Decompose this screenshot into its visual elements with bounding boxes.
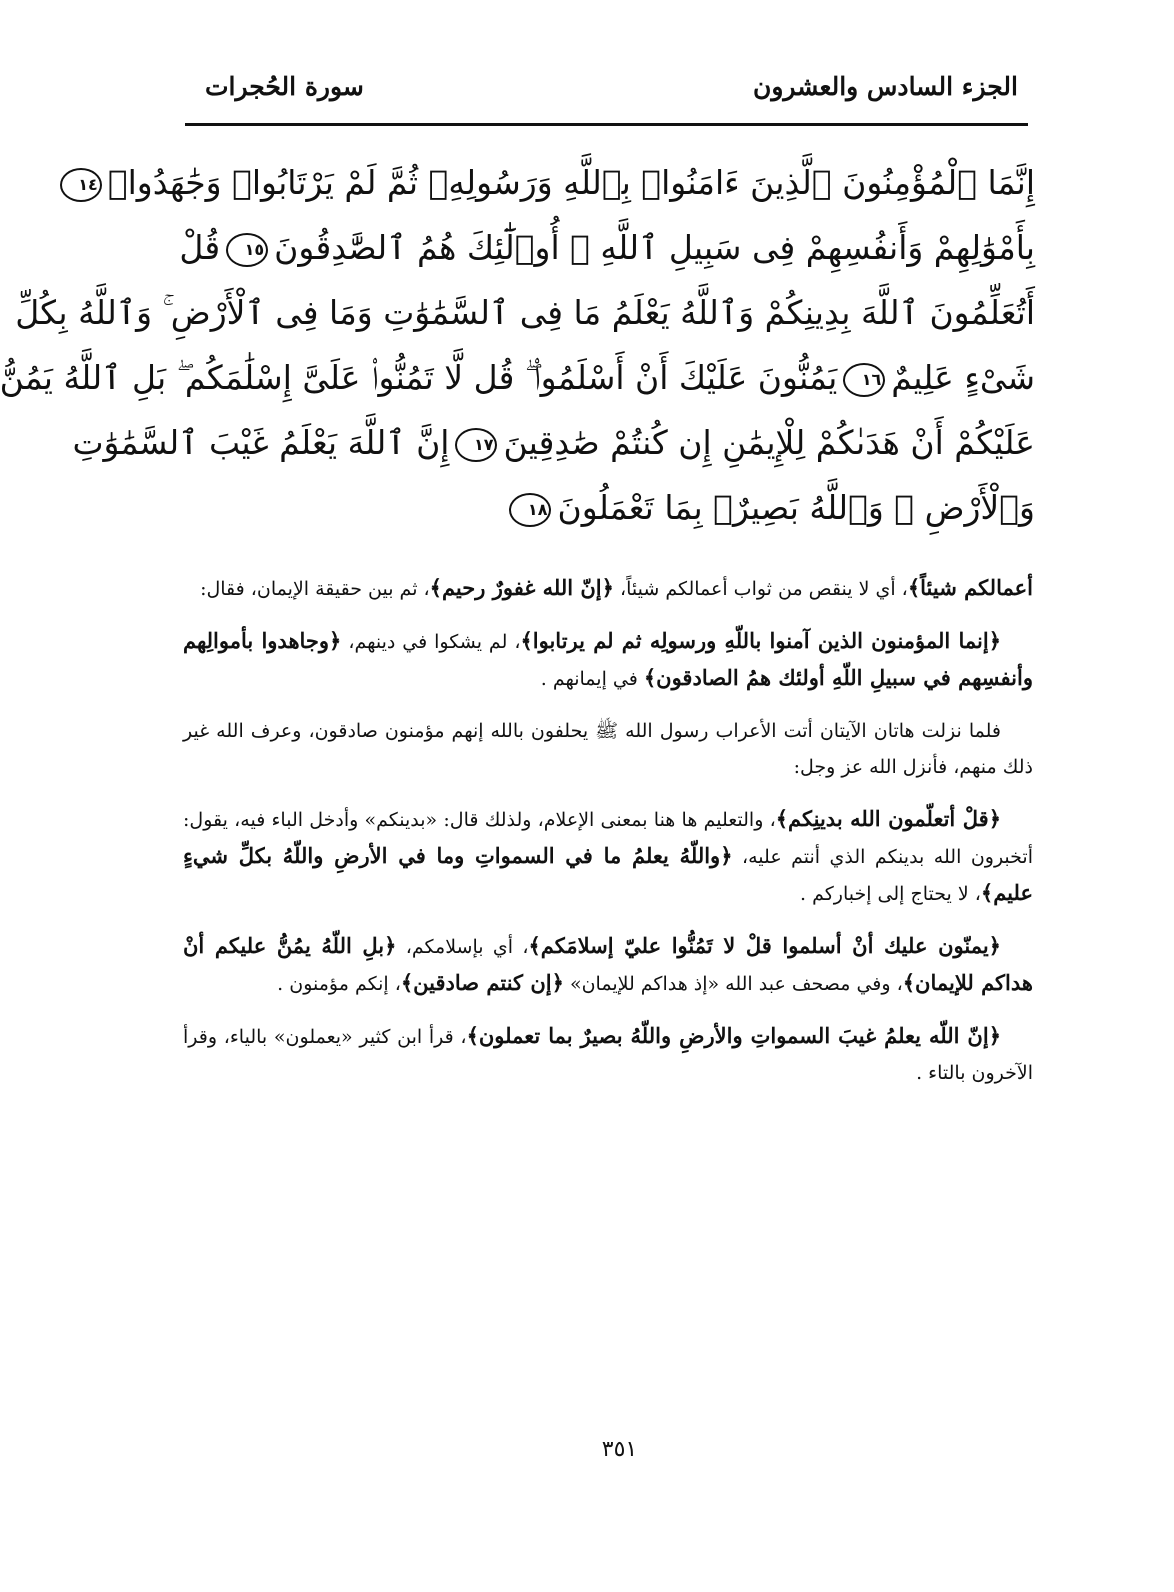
commentary-paragraph (183, 928, 1033, 1002)
quoted-verse: ﴿يمنّون عليك أنْ أسلموا قلْ لا تَمُنُّوا عليّ إسلامَكم﴾ (528, 933, 1001, 958)
commentary-text: ، قرأ ابن كثير «يعملون» بالياء، وقرأ الآخرون بالتاء . (183, 1026, 1033, 1084)
header-rule (185, 123, 1028, 126)
verse-line (15, 280, 1035, 345)
commentary-text: ، لم يشكوا في دينهم، (341, 631, 521, 653)
commentary-text: ، والتعليم ها هنا بمعنى الإعلام، ولذلك قال: «بدينكم» وأدخل الباء فيه، يقول: أتخبرون الله بدينكم الذي أنتم عليه، (183, 809, 1033, 868)
commentary-paragraph (183, 1018, 1033, 1091)
verse-text: وَٱلْأَرْضِ ۚ وَٱللَّهُ بَصِيرٌۢ بِمَا تَعْمَلُونَ (557, 488, 1035, 527)
commentary-paragraph (183, 623, 1033, 697)
verse-text: إِنَّمَا ٱلْمُؤْمِنُونَ ٱلَّذِينَ ءَامَنُوا۟ بِٱللَّهِ وَرَسُولِهِۦ ثُمَّ لَمْ يَرْتَابُوا۟ وَجَٰهَدُوا۟ (107, 163, 1035, 202)
ayah-number-marker: ١٧ (455, 428, 497, 462)
verse-line (78, 150, 1035, 215)
quoted-verse: ﴿إنما المؤمنون الذين آمنوا باللّهِ ورسولِه ثم لم يرتابوا﴾ (520, 628, 1001, 653)
verse-text-continued: إِنَّ ٱللَّهَ يَعْلَمُ غَيْبَ ٱلسَّمَٰوَٰتِ (72, 423, 450, 462)
commentary-text: ، أي بإسلامكم، (396, 936, 529, 958)
ayah-number-marker: ١٦ (843, 363, 885, 397)
commentary-text: ، إنكم مؤمنون . (277, 973, 401, 995)
quoted-verse: ﴿قلْ أتعلّمون الله بدينِكم﴾ (775, 806, 1001, 831)
commentary-paragraph (183, 570, 1033, 607)
commentary-text: في إيمانهم . (540, 668, 644, 690)
quoted-verse: أعمالكم شيئاً﴾ (907, 575, 1033, 600)
quran-verses-block (0, 150, 1035, 540)
commentary-text: فلما نزلت هاتان الآيتان أتت الأعراب رسول الله ﷺ يحلفون بالله إنهم مؤمنون صادقون، وعرف الله غير ذلك منهم، فأنزل الله عز وجل: (183, 720, 1033, 778)
verse-text: عَلَيْكُمْ أَنْ هَدَىٰكُمْ لِلْإِيمَٰنِ إِن كُنتُمْ صَٰدِقِينَ (503, 423, 1035, 462)
ayah-number-marker: ١٤ (60, 168, 102, 202)
verse-line (180, 475, 1035, 540)
quoted-verse: ﴿إنّ اللّه يعلمُ غيبَ السمواتِ والأرضِ واللّهُ بصيرٌ بما تعملون﴾ (466, 1023, 1001, 1048)
verse-line (180, 215, 1035, 280)
page-number: ٣٥١ (601, 1437, 638, 1462)
commentary-paragraph (183, 713, 1033, 785)
verse-line (0, 345, 1035, 410)
juz-title: الجزء السادس والعشرون (752, 72, 1018, 101)
quoted-verse: ﴿واللّهُ يعلمُ ما في السمواتِ وما في الأرضِ واللّهُ بكلِّ شيءٍ عليم﴾ (183, 843, 1033, 905)
quoted-verse: ﴿بلِ اللّهُ يمُنُّ عليكم أنْ هداكم للإيمان﴾ (183, 933, 1033, 995)
running-header (183, 72, 1028, 112)
commentary-text: ، ثم بين حقيقة الإيمان، فقال: (200, 578, 430, 600)
quoted-verse: ﴿إنّ الله غفورٌ رحيم﴾ (429, 575, 614, 600)
ayah-number-marker: ١٨ (509, 493, 551, 527)
quoted-verse: ﴿وجاهدوا بأموالِهم وأنفسِهم في سبيلِ اللّهِ أولئك همُ الصادقون﴾ (183, 628, 1033, 690)
commentary-paragraph (183, 801, 1033, 912)
tafsir-commentary (183, 570, 1033, 1107)
verse-text: بِأَمْوَٰلِهِمْ وَأَنفُسِهِمْ فِى سَبِيلِ ٱللَّهِ ۚ أُو۟لَٰٓئِكَ هُمُ ٱلصَّٰدِقُونَ (274, 228, 1035, 267)
commentary-text: ، أي لا ينقص من ثواب أعمالكم شيئاً، (613, 578, 908, 600)
quoted-verse: ﴿إن كنتم صادقين﴾ (400, 970, 564, 995)
commentary-text: ، وفي مصحف عبد الله «إذ هداكم للإيمان» (563, 973, 903, 995)
surah-title: سورة الحُجرات (205, 72, 364, 101)
verse-text: شَىْءٍ عَلِيمٌ (891, 358, 1035, 397)
verse-text: أَتُعَلِّمُونَ ٱللَّهَ بِدِينِكُمْ وَٱللَّهُ يَعْلَمُ مَا فِى ٱلسَّمَٰوَٰتِ وَمَا فِى ٱلْأَرْضِ ۚ وَٱللَّهُ بِكُلِّ (15, 293, 1035, 332)
verse-text-continued: قُلْ (179, 228, 221, 267)
verse-text-continued: يَمُنُّونَ عَلَيْكَ أَنْ أَسْلَمُوا۟ ۖ قُل لَّا تَمُنُّوا۟ عَلَىَّ إِسْلَٰمَكُم ۖ بَلِ ٱللَّهُ يَمُنُّ (0, 358, 838, 397)
commentary-text: ، لا يحتاج إلى إخباركم . (800, 883, 981, 905)
ayah-number-marker: ١٥ (226, 233, 268, 267)
verse-line (72, 410, 1035, 475)
